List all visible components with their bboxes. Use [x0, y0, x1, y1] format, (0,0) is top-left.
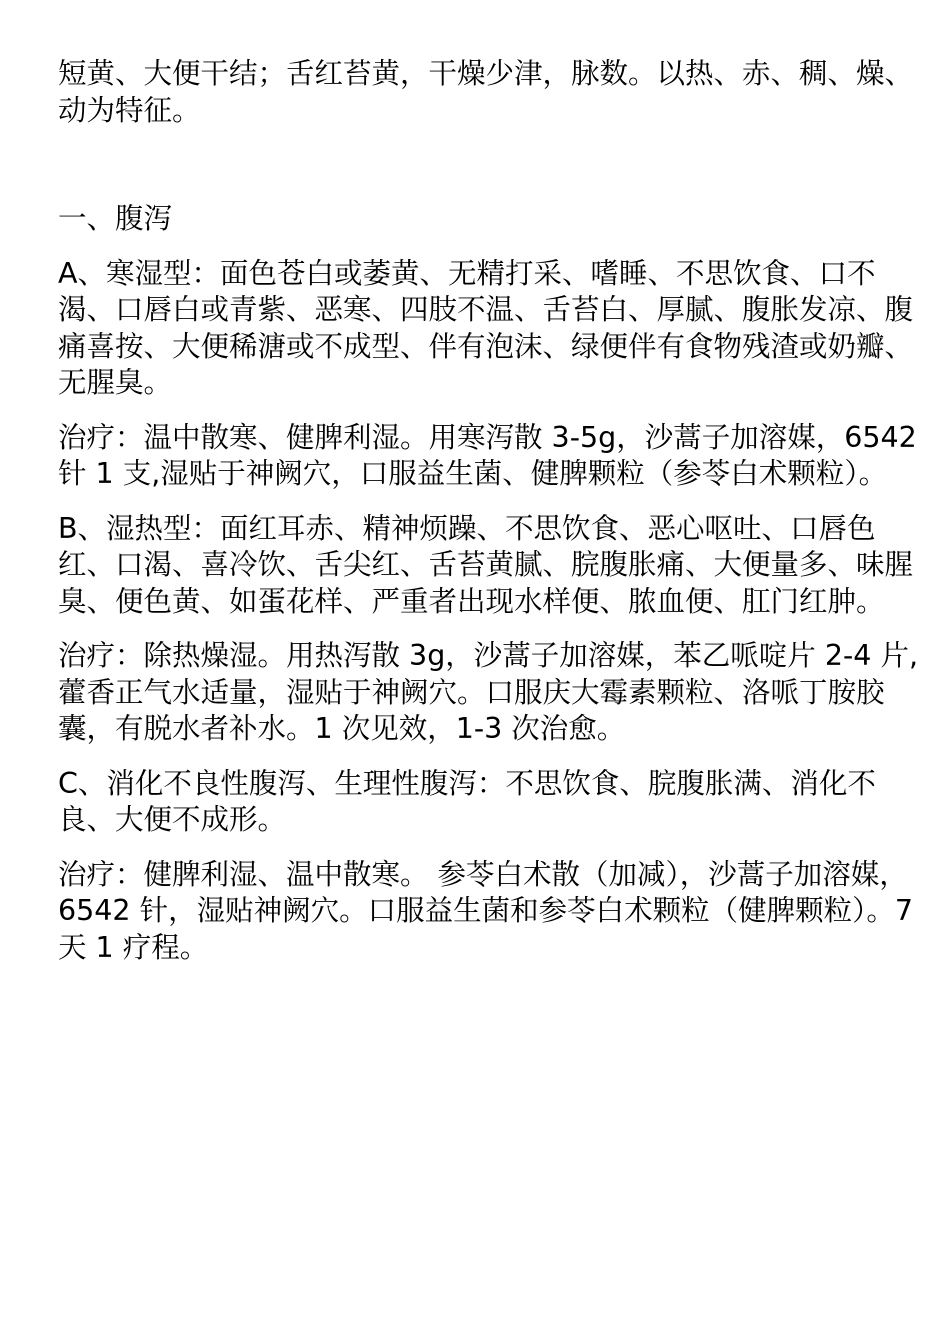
paragraph-heat-features: 短黄、大便干结；舌红苔黄，干燥少津，脉数。以热、赤、稠、燥、动为特征。 [58, 57, 914, 127]
paragraph-cold-damp-treatment: 治疗：温中散寒、健脾利湿。用寒泻散 3-5g，沙蒿子加溶媒，6542 针 1 支,湿贴于神阙穴，口服益生菌、健脾颗粒（参苓白术颗粒）。 [58, 420, 917, 490]
paragraph-indigestion-type: C、消化不良性腹泻、生理性腹泻：不思饮食、脘腹胀满、消化不良、大便不成形。 [58, 766, 876, 836]
paragraph-damp-heat-type: B、湿热型：面红耳赤、精神烦躁、不思饮食、恶心呕吐、口唇色红、口渴、喜冷饮、舌尖红、舌苔黄腻、脘腹胀痛、大便量多、味腥臭、便色黄、如蛋花样、严重者出现水样便、脓血便、肛门红肿。 [58, 511, 914, 618]
paragraph-damp-heat-treatment: 治疗：除热燥湿。用热泻散 3g，沙蒿子加溶媒，苯乙哌啶片 2-4 片,藿香正气水适量，湿贴于神阙穴。口服庆大霉素颗粒、洛哌丁胺胶囊，有脱水者补水。1 次见效，1-3 次治愈。 [58, 639, 919, 745]
paragraph-cold-damp-type: A、寒湿型：面色苍白或萎黄、无精打采、嗜睡、不思饮食、口不渴、口唇白或青紫、恶寒、四肢不温、舌苔白、厚腻、腹胀发凉、腹痛喜按、大便稀溏或不成型、伴有泡沫、绿便伴有食物残渣或奶瓣、无腥臭。 [58, 256, 914, 399]
section-heading-diarrhea: 一、腹泻 [58, 202, 173, 235]
document-page [58, 56, 918, 966]
paragraph-indigestion-treatment: 治疗：健脾利湿、温中散寒。 参苓白术散（加减），沙蒿子加溶媒， 6542 针，湿贴神阙穴。口服益生菌和参苓白术颗粒（健脾颗粒）。7 天 1 疗程。 [58, 857, 913, 964]
